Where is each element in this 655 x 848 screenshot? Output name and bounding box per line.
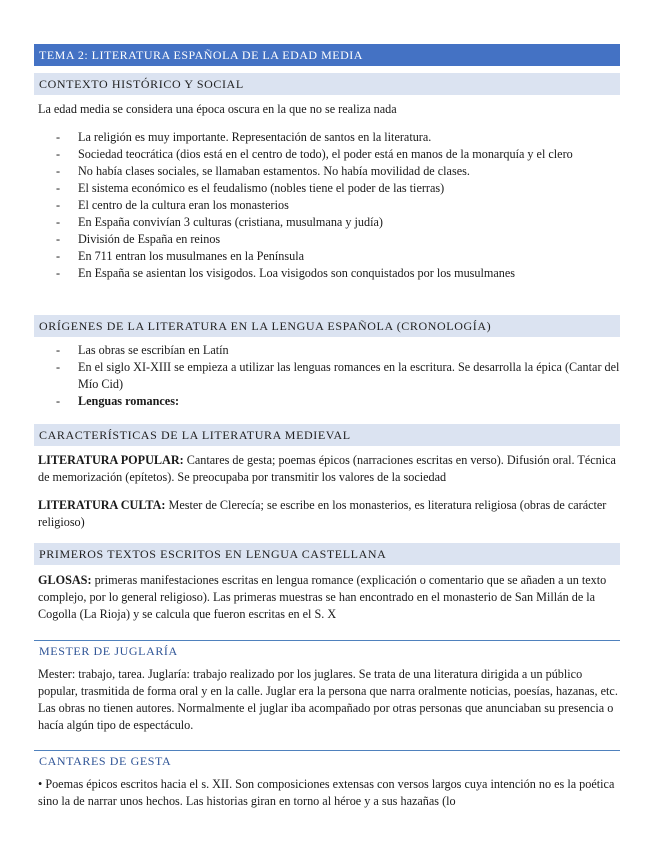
list-item: - En 711 entran los musulmanes en la Península — [56, 249, 304, 263]
section-heading-primeros: PRIMEROS TEXTOS ESCRITOS EN LENGUA CASTELLANA — [34, 543, 620, 565]
literatura-culta-paragraph: LITERATURA CULTA: Mester de Clerecía; se escribe en los monasterios, es literatura religiosa (obras de carácter religioso) — [38, 498, 607, 529]
list-item: - La religión es muy importante. Representación de santos en la literatura. — [56, 130, 432, 144]
glosas-paragraph: GLOSAS: primeras manifestaciones escritas en lengua romance (explicación o comentario que se añaden a un texto complejo, por lo general religioso). Las primeras muestras se han encontrado en el monasterio de San Millán de la Cogolla (La Rioja) y se calcula que fueron escritas en el S. X — [38, 573, 607, 621]
list-item: - En el siglo XI-XIII se empieza a utilizar las lenguas romances en la escritura. Se desarrolla la épica (Cantar del Mío Cid) — [56, 360, 620, 391]
list-item: - El centro de la cultura eran los monasterios — [56, 198, 289, 212]
section-heading-origenes: ORÍGENES DE LA LITERATURA EN LA LENGUA ESPAÑOLA (CRONOLOGÍA) — [34, 315, 620, 337]
literatura-popular-paragraph: LITERATURA POPULAR: Cantares de gesta; poemas épicos (narraciones escritas en verso). Difusión oral. Técnica de memorización (epítetos). Se preocupaba por transmitir los valores de la sociedad — [38, 453, 616, 484]
list-item: - El sistema económico es el feudalismo (nobles tiene el poder de las tierras) — [56, 181, 445, 195]
section-heading-caracteristicas: CARACTERÍSTICAS DE LA LITERATURA MEDIEVAL — [34, 424, 620, 446]
list-item: - División de España en reinos — [56, 232, 221, 246]
list-item: - Sociedad teocrática (dios está en el centro de todo), el poder está en manos de la monarquía y el clero — [56, 147, 573, 161]
list-item: - En España se asientan los visigodos. Loa visigodos son conquistados por los musulmanes — [56, 266, 516, 280]
contexto-intro: La edad media se considera una época oscura en la que no se realiza nada — [38, 102, 397, 116]
origenes-list — [38, 342, 620, 410]
section-heading-mester: MESTER DE JUGLARÍA — [34, 640, 620, 660]
mester-paragraph: Mester: trabajo, tarea. Juglaría: trabajo realizado por los juglares. Se trata de una literatura dirigida a un público popular, trasmitida de forma oral y en la calle. Juglar era la persona que narra oralmente noticias, poesías, hazanas, etc. Las obras no tienen autores. Normalmente el juglar iba acompañado por otras personas que anunciaban su presencia o hacía algún tipo de espectáculo. — [38, 667, 618, 732]
list-item: - Las obras se escribían en Latín — [56, 343, 229, 357]
list-item: - No había clases sociales, se llamaban estamentos. No había movilidad de clases. — [56, 164, 470, 178]
section-heading-cantares: CANTARES DE GESTA — [34, 750, 620, 770]
cantares-paragraph: • Poemas épicos escritos hacia el s. XII. Son composiciones extensas con versos largos cuya intención no es la poética sino la de narrar unos hechos. Las historias giran en torno al héroe y a sus hazañas (lo — [38, 777, 615, 808]
list-item: - En España convivían 3 culturas (cristiana, musulmana y judía) — [56, 215, 383, 229]
contexto-list — [38, 129, 620, 282]
section-heading-contexto: CONTEXTO HISTÓRICO Y SOCIAL — [34, 73, 620, 95]
page-title: TEMA 2: LITERATURA ESPAÑOLA DE LA EDAD MEDIA — [34, 44, 620, 66]
list-item: - Lenguas romances: — [56, 394, 179, 408]
